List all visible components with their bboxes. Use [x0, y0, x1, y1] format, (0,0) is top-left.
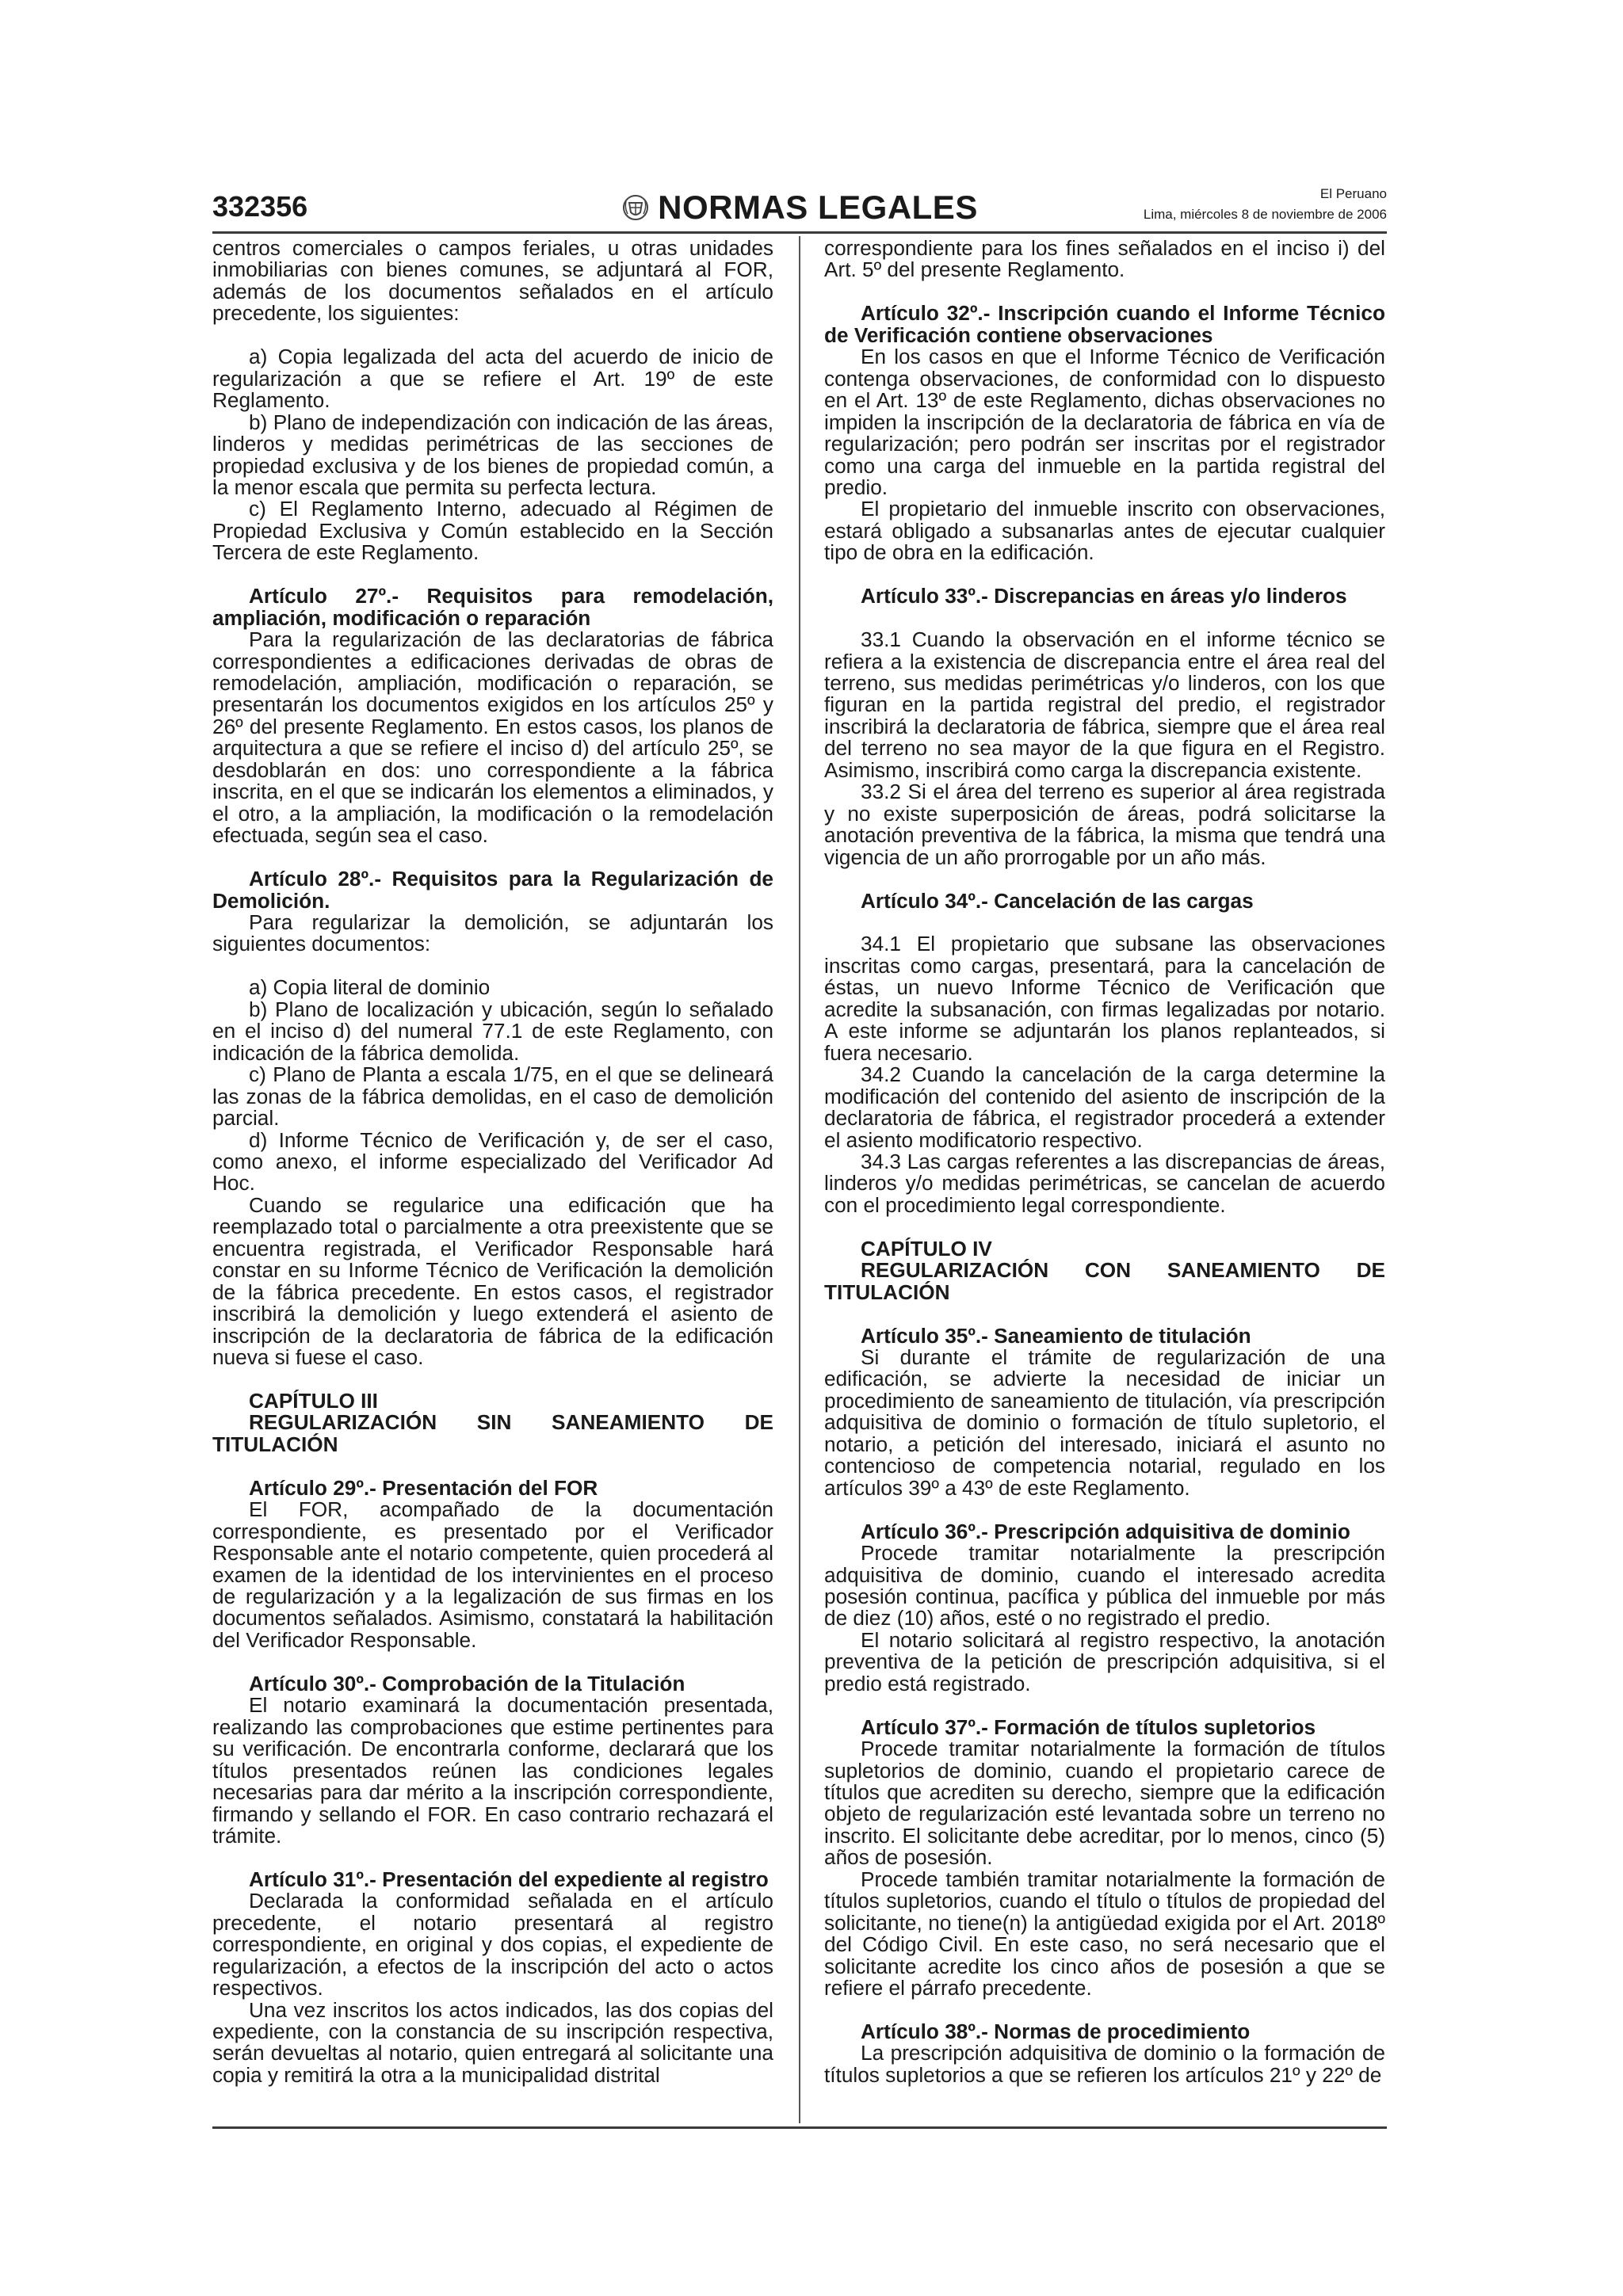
publication-title-text: NORMAS LEGALES	[658, 189, 978, 226]
body-paragraph: Cuando se regularice una edificación que ha reemplazado total o parcialmente a otra preexistente que se encuentra registrada, el Verificador Responsable hará constar en su Informe Técnico de Verificación la demolición de la fábrica precedente. En estos casos, el registrador inscribirá la demolición y luego extenderá el asiento de inscripción de la declaratoria de fábrica de la edificación nueva si fuese el caso.	[212, 1192, 773, 1370]
column-divider	[799, 236, 800, 2123]
right-column	[824, 238, 1385, 2086]
body-paragraph: El propietario del inmueble inscrito con observaciones, estará obligado a subsanarlas antes de ejecutar cualquier tipo de obra en la edificación.	[824, 497, 1385, 565]
issue-date: Lima, miércoles 8 de noviembre de 2006	[1143, 207, 1387, 222]
paragraph-spacer	[824, 1303, 1385, 1325]
footer-rule	[212, 2126, 1387, 2129]
body-paragraph: Para regularizar la demolición, se adjuntarán los siguientes documentos:	[212, 910, 773, 956]
article-heading: Artículo 35º.- Saneamiento de titulación	[861, 1323, 1251, 1348]
paragraph-spacer	[824, 1216, 1385, 1238]
paragraph-spacer	[212, 1455, 773, 1477]
paragraph-spacer	[212, 564, 773, 585]
body-paragraph: Procede tramitar notarialmente la formación de títulos supletorios de dominio, cuando el propietario carece de títulos que acrediten su derecho, siempre que la edificación objeto de regularización esté levantada sobre un terreno no inscrito. El solicitante debe acreditar, por lo menos, cinco (5) años de posesión.	[824, 1737, 1385, 1870]
paragraph-spacer	[212, 1847, 773, 1868]
paragraph-spacer	[824, 1695, 1385, 1716]
paragraph-spacer	[824, 2000, 1385, 2021]
body-paragraph: Declarada la conformidad señalada en el artículo precedente, el notario presentará al registro correspondiente, en original y dos copias, el expediente de regularización, a efectos de la inscripción del acto o actos respectivos.	[212, 1889, 773, 2000]
page-number: 332356	[212, 190, 308, 223]
header-rule	[212, 231, 1387, 234]
body-paragraph: d) Informe Técnico de Verificación y, de ser el caso, como anexo, el informe especializado del Verificador Ad Hoc.	[212, 1127, 773, 1196]
body-paragraph: b) Plano de localización y ubicación, según lo señalado en el inciso d) del numeral 77.1 de este Reglamento, con indicación de la fábrica demolida.	[212, 997, 773, 1065]
body-paragraph: Una vez inscritos los actos indicados, las dos copias del expediente, con la constancia de su inscripción respectiva, serán devueltas al notario, quien entregará al solicitante una copia y remitirá la otra a la municipalidad distrital	[212, 1997, 773, 2087]
article-heading: Artículo 37º.- Formación de títulos supletorios	[861, 1714, 1316, 1739]
chapter-title-continued: TITULACIÓN	[212, 1432, 338, 1456]
body-paragraph: 33.1 Cuando la observación en el informe técnico se refiera a la existencia de discrepancia entre el área real del terreno, sus medidas perimétricas y/o linderos, con los que figuran en la partida registral del predio, el registrador inscribirá la declaratoria de fábrica, siempre que el área real del terreno no sea mayor de la que figura en el Registro. Asimismo, inscribirá como carga la discrepancia existente.	[824, 627, 1385, 782]
body-paragraph: 34.3 Las cargas referentes a las discrepancias de áreas, linderos y/o medidas perimétricas, se cancelan de acuerdo con el procedimiento legal correspondiente.	[824, 1149, 1385, 1217]
article-heading: Artículo 34º.- Cancelación de las cargas	[861, 888, 1254, 913]
article-heading: Artículo 33º.- Discrepancias en áreas y/o linderos	[861, 584, 1347, 608]
body-paragraph: El notario solicitará al registro respectivo, la anotación preventiva de la petición de prescripción adquisitiva, si el predio está registrado.	[824, 1627, 1385, 1695]
paragraph-spacer	[824, 1499, 1385, 1520]
body-paragraph: b) Plano de independización con indicación de las áreas, linderos y medidas perimétricas de las secciones de propiedad exclusiva y de los bienes de propiedad común, a la menor escala que permita su perfecta lectura.	[212, 410, 773, 499]
body-paragraph: correspondiente para los fines señalados en el inciso i) del Art. 5º del presente Reglamento.	[824, 236, 1385, 282]
paragraph-spacer	[824, 281, 1385, 303]
body-paragraph: a) Copia legalizada del acta del acuerdo de inicio de regularización a que se refiere el Art. 19º de este Reglamento.	[212, 345, 773, 413]
paragraph-spacer	[824, 912, 1385, 933]
paragraph-spacer	[212, 847, 773, 868]
body-paragraph: La prescripción adquisitiva de dominio o la formación de títulos supletorios a que se refieren los artículos 21º y 22º de	[824, 2041, 1385, 2087]
paragraph-spacer	[824, 868, 1385, 890]
paragraph-spacer	[824, 564, 1385, 585]
body-paragraph: c) Plano de Planta a escala 1/75, en el que se delineará las zonas de la fábrica demolidas, en el caso de demolición parcial.	[212, 1062, 773, 1131]
paragraph-spacer	[212, 325, 773, 346]
body-paragraph: 34.2 Cuando la cancelación de la carga determine la modificación del contenido del asiento de inscripción de la declaratoria de fábrica, el registrador procederá a extender el asiento modificatorio respectivo.	[824, 1062, 1385, 1152]
paragraph-spacer	[824, 608, 1385, 629]
body-paragraph: El notario examinará la documentación presentada, realizando las comprobaciones que estime pertinentes para su verificación. De encontrarla conforme, declarará que los títulos presentados reúnen las condiciones legales necesarias para dar mérito a la inscripción correspondiente, firmando y sellando el FOR. En caso contrario rechazará el trámite.	[212, 1693, 773, 1848]
chapter-title: REGULARIZACIÓN SIN SANEAMIENTO DE	[249, 1410, 773, 1435]
body-paragraph: centros comerciales o campos feriales, u otras unidades inmobiliarias con bienes comunes, se adjuntará al FOR, además de los documentos señalados en el artículo precedente, los siguientes:	[212, 236, 773, 326]
article-heading: Artículo 30º.- Comprobación de la Titulación	[249, 1671, 685, 1695]
coat-of-arms-icon	[621, 193, 650, 222]
chapter-title: REGULARIZACIÓN CON SANEAMIENTO DE	[861, 1258, 1385, 1283]
chapter-heading: CAPÍTULO IV	[861, 1236, 992, 1261]
body-paragraph: En los casos en que el Informe Técnico de Verificación contenga observaciones, de conformidad con lo dispuesto en el Art. 13º de este Reglamento, dichas observaciones no impiden la inscripción de la declaratoria de fábrica en vía de regularización; pero podrán ser inscritas por el registrador como una carga del inmueble en la partida registral del predio.	[824, 345, 1385, 499]
newspaper-name: El Peruano	[1319, 186, 1387, 201]
article-heading: Artículo 27º.- Requisitos para remodelación, ampliación, modificación o reparación	[212, 584, 773, 630]
paragraph-spacer	[212, 1369, 773, 1390]
body-paragraph: Para la regularización de las declaratorias de fábrica correspondientes a edificaciones derivadas de obras de remodelación, ampliación, modificación o reparación, se presentarán los documentos exigidos en los artículos 25º y 26º del presente Reglamento. En estos casos, los planos de arquitectura a que se refiere el inciso d) del artículo 25º, se desdoblarán en dos: uno correspondiente a la fábrica inscrita, en el que se indicarán los elementos a eliminados, y el otro, a la ampliación, la modificación o la remodelación efectuada, según sea el caso.	[212, 627, 773, 848]
chapter-heading: CAPÍTULO III	[249, 1388, 378, 1413]
paragraph-spacer	[212, 955, 773, 977]
article-heading: Artículo 36º.- Prescripción adquisitiva de dominio	[861, 1519, 1350, 1543]
body-paragraph: a) Copia literal de dominio	[249, 975, 491, 1000]
body-paragraph: Si durante el trámite de regularización de una edificación, se advierte la necesidad de iniciar un procedimiento de saneamiento de titulación, vía prescripción adquisitiva de dominio o formación de título supletorio, el notario, a petición del interesado, iniciará el asunto no contencioso de competencia notarial, regulado en los artículos 39º a 43º de este Reglamento.	[824, 1345, 1385, 1500]
article-heading: Artículo 31º.- Presentación del expediente al registro	[249, 1867, 769, 1891]
page-header	[212, 184, 1387, 231]
article-heading: Artículo 32º.- Inscripción cuando el Informe Técnico de Verificación contiene observaciones	[824, 301, 1385, 347]
body-paragraph: c) El Reglamento Interno, adecuado al Régimen de Propiedad Exclusiva y Común establecido en la Sección Tercera de este Reglamento.	[212, 497, 773, 565]
article-heading: Artículo 28º.- Requisitos para la Regularización de Demolición.	[212, 867, 773, 913]
body-paragraph: 33.2 Si el área del terreno es superior al área registrada y no existe superposición de áreas, podrá solicitarse la anotación preventiva de la fábrica, la misma que tendrá una vigencia de un año prorrogable por un año más.	[824, 780, 1385, 869]
body-paragraph: El FOR, acompañado de la documentación correspondiente, es presentado por el Verificador Responsable ante el notario competente, quien procederá al examen de la identidad de los intervinientes en el proceso de regularización y a la legalización de sus firmas en los documentos señalados. Asimismo, constatará la habilitación del Verificador Responsable.	[212, 1497, 773, 1652]
header-info	[1144, 184, 1387, 225]
body-paragraph: 34.1 El propietario que subsane las observaciones inscritas como cargas, presentará, para la cancelación de éstas, un nuevo Informe Técnico de Verificación que acredite la subsanación, con firmas legalizadas por notario. A este informe se adjuntarán los planos replanteados, si fuera necesario.	[824, 932, 1385, 1065]
left-column	[212, 238, 773, 2086]
article-heading: Artículo 38º.- Normas de procedimiento	[861, 2019, 1251, 2043]
article-heading: Artículo 29º.- Presentación del FOR	[249, 1475, 598, 1500]
body-paragraph: Procede tramitar notarialmente la prescripción adquisitiva de dominio, cuando el interesado acredita posesión continua, pacífica y pública del inmueble por más de diez (10) años, esté o no registrado el predio.	[824, 1541, 1385, 1630]
body-paragraph: Procede también tramitar notarialmente la formación de títulos supletorios, cuando el título o títulos de propiedad del solicitante, no tiene(n) la antigüedad exigida por el Art. 2018º del Código Civil. En este caso, no será necesario que el solicitante acredite los cinco años de posesión a que se refiere el párrafo precedente.	[824, 1867, 1385, 2000]
chapter-title-continued: TITULACIÓN	[824, 1280, 950, 1304]
paragraph-spacer	[212, 1651, 773, 1672]
